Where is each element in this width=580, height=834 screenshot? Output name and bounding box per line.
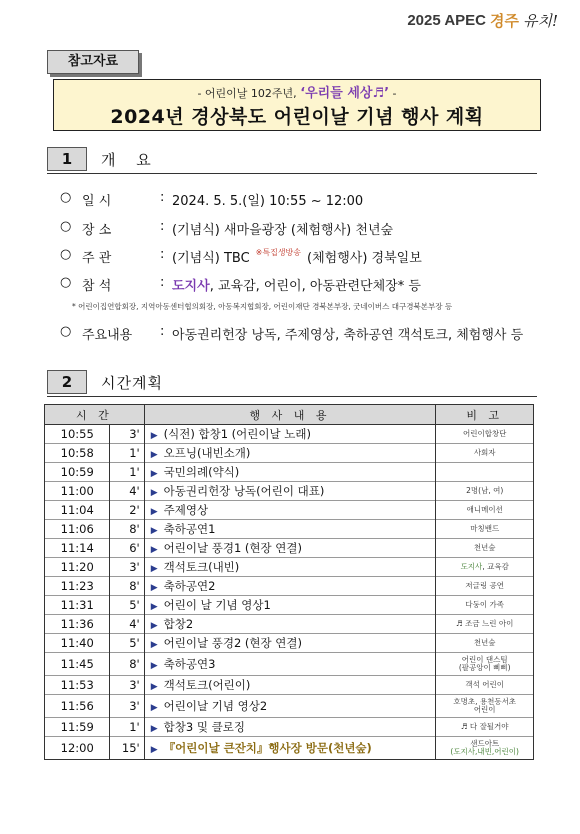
triangle-bullet-icon: ▶ [150,602,158,612]
reference-label: 참고자료 [47,50,139,74]
overview-label: 참 석 [82,279,112,294]
apec-logo [407,10,558,31]
row-note [436,520,534,539]
table-row [45,501,534,520]
note-text: 어린이 댄스팀 [461,655,508,664]
row-note [436,501,534,520]
overview-value: (기념식) 새마을광장 (체험행사) 천년숲 [172,223,394,238]
table-row [45,737,534,760]
schedule-table [44,404,534,760]
note-text: 저글링 공연 [465,581,504,590]
row-program [144,539,436,558]
logo-city: 경주 [490,13,519,30]
title-subtitle [54,82,540,101]
row-program [144,482,436,501]
note-text: ♬ 조금 느린 아이 [456,619,514,628]
header-time: 시 간 [45,405,145,425]
colon: : [160,247,165,262]
row-duration: 5' [110,596,144,615]
row-time: 11:45 [45,653,110,676]
row-time: 11:56 [45,695,110,718]
row-note [436,676,534,695]
program-text: 어린이날 풍경2 (현장 연결) [163,636,302,650]
table-row [45,520,534,539]
note-text: 천년숲 [473,543,496,552]
row-duration: 1' [110,463,144,482]
colon: : [160,190,165,205]
bullet: ○ [60,247,72,262]
section-number: 2 [47,370,87,394]
program-text: (식전) 합창1 (어린이날 노래) [163,427,311,441]
broadcast-note: ※특집생방송 [255,248,302,257]
subtitle-prefix: - 어린이날 102주년, [197,87,301,100]
overview-contents [60,324,523,343]
row-time: 11:20 [45,558,110,577]
row-duration: 6' [110,539,144,558]
row-program [144,676,436,695]
row-duration: 5' [110,634,144,653]
row-note [436,539,534,558]
section-title: 개 요 [101,150,159,169]
table-row [45,718,534,737]
note-text: 마칭밴드 [470,524,500,533]
program-text: 축하공연2 [163,579,216,593]
row-duration: 2' [110,501,144,520]
note-text-2: 어린이 [473,705,496,714]
overview-host [60,247,422,266]
section-title: 시간계획 [101,373,163,392]
triangle-bullet-icon: ▶ [150,703,158,713]
triangle-bullet-icon: ▶ [150,621,158,631]
note-text: , 교육감 [482,562,509,571]
row-program [144,520,436,539]
table-row [45,425,534,444]
triangle-bullet-icon: ▶ [150,724,158,734]
title-box [53,79,541,131]
logo-slogan: 유치! [522,12,558,30]
row-note [436,718,534,737]
bullet: ○ [60,324,72,339]
note-text: 객석 어린이 [465,680,504,689]
overview-label: 장 소 [82,223,112,238]
program-text: 어린이날 풍경1 (현장 연결) [163,541,302,555]
row-note [436,737,534,760]
triangle-bullet-icon: ▶ [150,564,158,574]
row-program [144,737,436,760]
overview-attendees [60,275,421,294]
row-duration: 8' [110,577,144,596]
triangle-bullet-icon: ▶ [150,745,158,755]
governor-highlight: 도지사 [172,279,210,294]
overview-date [60,190,363,209]
row-note [436,482,534,501]
row-note [436,577,534,596]
triangle-bullet-icon: ▶ [150,488,158,498]
row-program [144,653,436,676]
program-text: 어린이 날 기념 영상1 [163,598,271,612]
row-time: 10:58 [45,444,110,463]
row-time: 11:00 [45,482,110,501]
row-duration: 8' [110,520,144,539]
row-duration: 1' [110,718,144,737]
table-row [45,577,534,596]
row-program [144,558,436,577]
row-time: 12:00 [45,737,110,760]
program-text: 합창2 [163,617,194,631]
row-duration: 4' [110,482,144,501]
colon: : [160,219,165,234]
row-program [144,577,436,596]
row-time: 11:59 [45,718,110,737]
row-program [144,615,436,634]
subtitle-suffix: - [389,87,397,100]
table-row [45,596,534,615]
row-time: 11:14 [45,539,110,558]
attendees-footnote: * 어린이집연합회장, 지역아동센터협의회장, 아동복지협회장, 어린이재단 경북본부장, 굿네이버스 대구경북본부장 등 [72,302,453,311]
triangle-bullet-icon: ▶ [150,640,158,650]
row-time: 11:31 [45,596,110,615]
logo-brand: 2025 APEC [407,12,486,29]
row-note [436,596,534,615]
row-duration: 3' [110,558,144,577]
row-duration: 3' [110,695,144,718]
program-highlight: 『어린이날 큰잔치』행사장 방문(천년숲) [163,741,372,755]
row-program [144,596,436,615]
note-text: 다둥이 가족 [465,600,504,609]
row-program [144,444,436,463]
table-row [45,615,534,634]
row-program [144,695,436,718]
note-text: 어린이합창단 [462,429,507,438]
row-note [436,444,534,463]
row-program [144,463,436,482]
triangle-bullet-icon: ▶ [150,431,158,441]
triangle-bullet-icon: ▶ [150,469,158,479]
row-duration: 4' [110,615,144,634]
program-text: 객석토크(어린이) [163,678,251,692]
overview-label: 주요내용 [82,328,133,343]
overview-value: 2024. 5. 5.(일) 10:55 ~ 12:00 [172,194,364,209]
overview-place [60,219,393,238]
row-program [144,501,436,520]
colon: : [160,324,165,339]
table-row [45,558,534,577]
row-duration: 15' [110,737,144,760]
section-divider [47,396,537,397]
section-number: 1 [47,147,87,171]
bullet: ○ [60,219,72,234]
triangle-bullet-icon: ▶ [150,682,158,692]
note-text-2: (도지사,내빈,어린이) [450,747,519,756]
overview-value: , 교육감, 어린이, 아동관련단체장* 등 [209,279,421,294]
triangle-bullet-icon: ▶ [150,507,158,517]
note-text: 애니메이션 [466,505,503,514]
overview-value: (체험행사) 경북일보 [307,251,422,266]
section-schedule-header [47,370,163,394]
overview-label: 주 관 [82,251,112,266]
program-text: 축하공연1 [163,522,216,536]
triangle-bullet-icon: ▶ [150,661,158,671]
triangle-bullet-icon: ▶ [150,545,158,555]
bullet: ○ [60,190,72,205]
row-time: 10:55 [45,425,110,444]
program-text: 합창3 및 클로징 [163,720,245,734]
table-row [45,482,534,501]
triangle-bullet-icon: ▶ [150,526,158,536]
colon: : [160,275,165,290]
bullet: ○ [60,275,72,290]
table-row [45,539,534,558]
row-duration: 8' [110,653,144,676]
row-time: 11:53 [45,676,110,695]
table-row [45,653,534,676]
table-row [45,634,534,653]
program-text: 아동권리헌장 낭독(어린이 대표) [163,484,325,498]
table-row [45,444,534,463]
overview-value: (기념식) TBC [172,251,250,266]
subtitle-accent: ‘우리들 세상♬’ [300,86,390,101]
note-text: 천년숲 [473,638,496,647]
note-text-2: (팔공앙이 삐삐) [458,663,511,672]
program-text: 국민의례(약식) [163,465,240,479]
overview-value: 아동권리헌장 낭독, 주제영상, 축하공연 객석토크, 체험행사 등 [172,328,524,343]
table-row [45,695,534,718]
program-text: 객석토크(내빈) [163,560,240,574]
row-time: 11:04 [45,501,110,520]
table-row [45,676,534,695]
row-time: 11:06 [45,520,110,539]
row-note [436,558,534,577]
note-governor: 도지사 [460,562,483,571]
row-time: 11:23 [45,577,110,596]
row-duration: 1' [110,444,144,463]
row-note [436,634,534,653]
header-program: 행 사 내 용 [144,405,436,425]
row-time: 11:36 [45,615,110,634]
row-note [436,463,534,482]
header-note: 비 고 [436,405,534,425]
section-overview-header [47,147,159,171]
program-text: 축하공연3 [163,657,216,671]
program-text: 주제영상 [163,503,209,517]
row-note [436,653,534,676]
row-note [436,425,534,444]
row-note [436,695,534,718]
note-text: 호명초, 용천동서초 [453,697,517,706]
row-note [436,615,534,634]
triangle-bullet-icon: ▶ [150,450,158,460]
table-row [45,463,534,482]
row-program [144,718,436,737]
note-text: 샌드아트 [470,739,500,748]
row-time: 10:59 [45,463,110,482]
row-time: 11:40 [45,634,110,653]
program-text: 오프닝(내빈소개) [163,446,251,460]
note-text: 사회자 [473,448,496,457]
page-title: 2024년 경상북도 어린이날 기념 행사 계획 [110,106,484,128]
row-program [144,425,436,444]
overview-label: 일 시 [82,194,112,209]
row-duration: 3' [110,425,144,444]
section-divider [47,173,537,174]
row-program [144,634,436,653]
program-text: 어린이날 기념 영상2 [163,699,268,713]
triangle-bullet-icon: ▶ [150,583,158,593]
table-header-row [45,405,534,425]
row-duration: 3' [110,676,144,695]
note-text: 2명(남, 여) [466,486,504,495]
note-text: ♬ 다 잘될거야 [460,722,509,731]
